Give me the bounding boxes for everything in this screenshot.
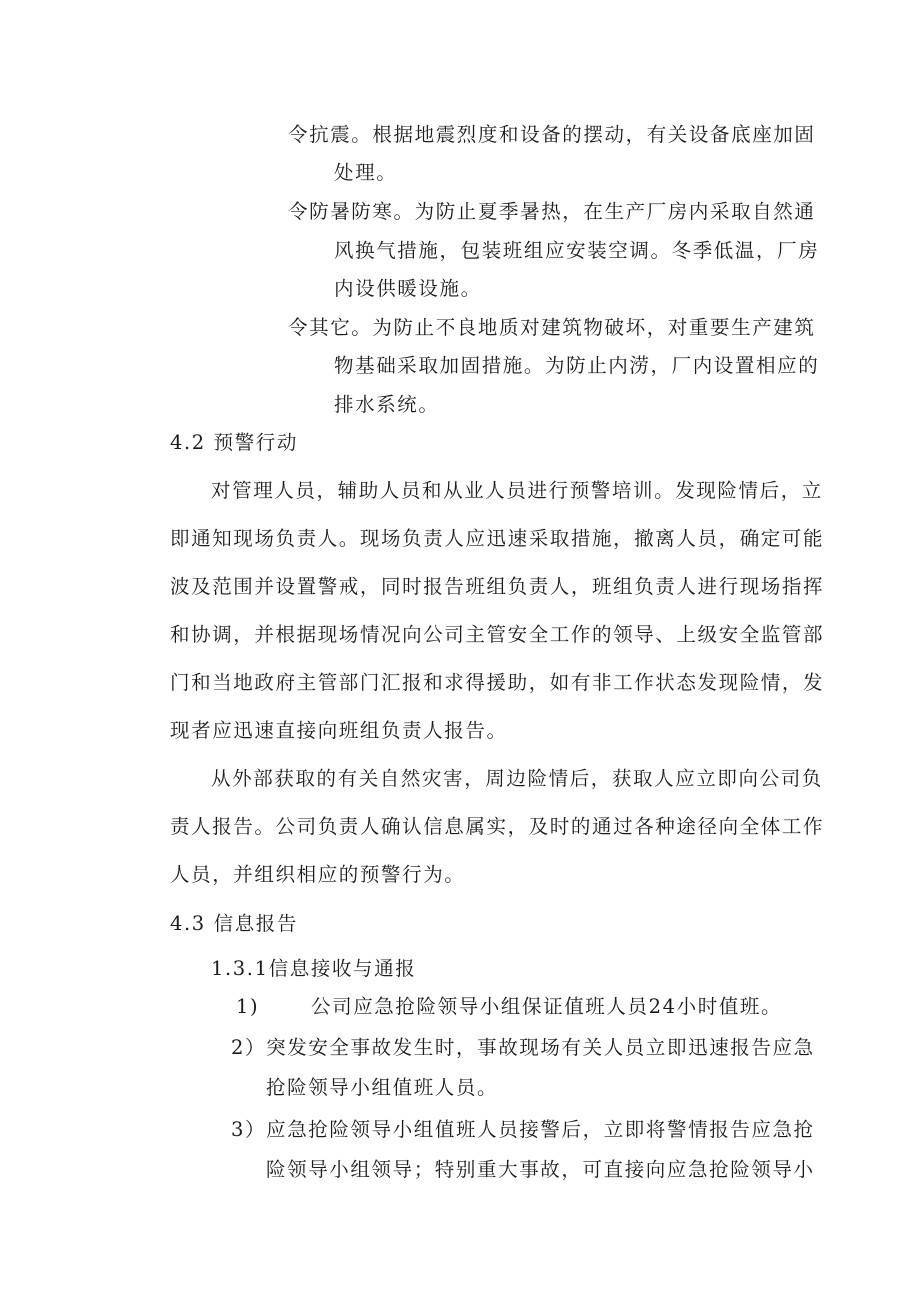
bullet-other-line-1: 令其它。为防止不良地质对建筑物破坏，对重要生产建筑 <box>288 316 816 339</box>
item-2-line-2: 抢险领导小组值班人员。 <box>266 1076 499 1099</box>
bullet-climate-line-1: 令防暑防寒。为防止夏季暑热，在生产厂房内采取自然通 <box>288 200 816 223</box>
subsection-heading: 1.3.1信息接收与通报 <box>211 957 417 980</box>
paragraph-1-line-2: 即通知现场负责人。现场负责人应迅速采取措施，撤离人员，确定可能 <box>170 527 825 550</box>
paragraph-1-line-4: 和协调，并根据现场情况向公司主管安全工作的领导、上级安全监管部 <box>170 623 825 646</box>
section-4-3-heading: 4.3 信息报告 <box>170 912 299 935</box>
bullet-other-line-3: 排水系统。 <box>334 393 440 416</box>
paragraph-1-line-6: 现者应迅速直接向班组负责人报告。 <box>170 719 508 742</box>
paragraph-2-line-1: 从外部获取的有关自然灾害，周边险情后，获取人应立即向公司负 <box>211 767 823 790</box>
paragraph-1-line-5: 门和当地政府主管部门汇报和求得援助，如有非工作状态发现险情，发 <box>170 671 825 694</box>
paragraph-2-line-2: 责人报告。公司负责人确认信息属实，及时的通过各种途径向全体工作 <box>170 815 825 838</box>
item-2-line-1: 2）突发安全事故发生时，事故现场有关人员立即迅速报告应急 <box>231 1036 815 1059</box>
bullet-quake-line-2: 处理。 <box>334 161 398 184</box>
item-3-line-2: 险领导小组领导；特别重大事故，可直接向应急抢险领导小 <box>266 1158 815 1181</box>
item-1-text: 公司应急抢险领导小组保证值班人员24小时值班。 <box>311 995 783 1018</box>
paragraph-2-line-3: 人员，并组织相应的预警行为。 <box>170 863 466 886</box>
item-3-line-1: 3）应急抢险领导小组值班人员接警后，立即将警情报告应急抢 <box>231 1118 815 1141</box>
bullet-other-line-2: 物基础采取加固措施。为防止内涝，厂内设置相应的 <box>334 354 820 377</box>
paragraph-1-line-1: 对管理人员，辅助人员和从业人员进行预警培训。发现险情后，立 <box>211 479 823 502</box>
section-4-2-heading: 4.2 预警行动 <box>170 431 299 454</box>
bullet-climate-line-3: 内设供暖设施。 <box>334 277 482 300</box>
bullet-quake-line-1: 令抗震。根据地震烈度和设备的摆动，有关设备底座加固 <box>288 123 816 146</box>
item-1-number: 1) <box>236 995 260 1018</box>
bullet-climate-line-2: 风换气措施，包装班组应安装空调。冬季低温，厂房 <box>334 239 820 262</box>
paragraph-1-line-3: 波及范围并设置警戒，同时报告班组负责人，班组负责人进行现场指挥 <box>170 575 825 598</box>
